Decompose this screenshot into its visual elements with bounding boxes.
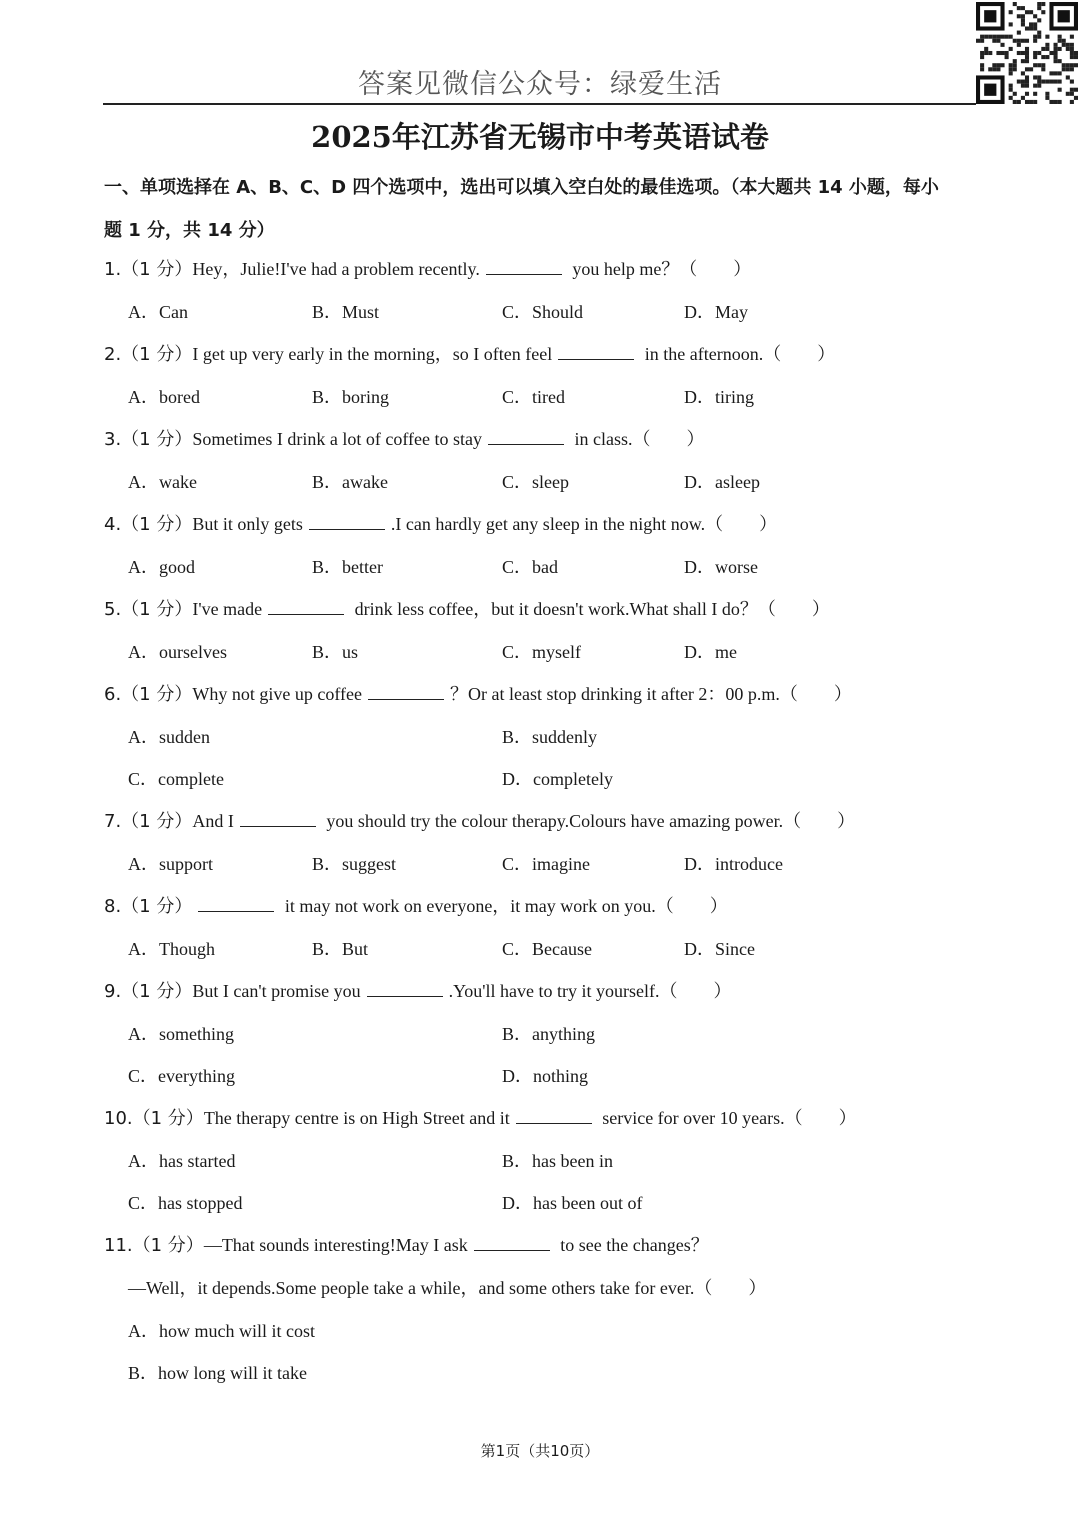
question-10: 10.（1 分）The therapy centre is on High Street and it service for over 10 years.（ ） (104, 1108, 857, 1129)
answer-blank (240, 810, 316, 827)
question-11: 11.（1 分）—That sounds interesting!May I ask to see the changes？ (104, 1235, 709, 1256)
option: A．good (128, 557, 195, 577)
question-8: 8.（1 分） it may not work on everyone，it may work on you.（ ） (104, 896, 728, 917)
option: A．has started (128, 1151, 236, 1171)
option: B．suggest (312, 854, 397, 874)
header-divider (103, 103, 976, 105)
answer-blank (198, 895, 274, 912)
option: A．sudden (128, 727, 210, 747)
option: D．completely (502, 769, 613, 789)
option: A．how much will it cost (128, 1321, 315, 1341)
option: D．has been out of (502, 1193, 643, 1213)
answer-blank (486, 258, 562, 275)
option: C．everything (128, 1066, 235, 1086)
option: B．suddenly (502, 727, 598, 747)
question-7: 7.（1 分）And I you should try the colour therapy.Colours have amazing power.（ ） (104, 811, 856, 832)
option: D．asleep (684, 472, 760, 492)
question-6: 6.（1 分）Why not give up coffee ？Or at least stop drinking it after 2：00 p.m.（ ） (104, 684, 852, 705)
option: D．introduce (684, 854, 783, 874)
option: C．bad (502, 557, 558, 577)
option: B．us (312, 642, 359, 662)
option: C．has stopped (128, 1193, 243, 1213)
option: C．myself (502, 642, 581, 662)
option: A．support (128, 854, 213, 874)
question-1: 1.（1 分）Hey，Julie!I've had a problem recently. you help me？（ ） (104, 259, 752, 280)
option: B．Must (312, 302, 380, 322)
answer-blank (367, 980, 443, 997)
question-4: 4.（1 分）But it only gets .I can hardly get any sleep in the night now.（ ） (104, 514, 778, 535)
option: C．Should (502, 302, 584, 322)
option: C．tired (502, 387, 565, 407)
option: C．sleep (502, 472, 569, 492)
option: B．better (312, 557, 383, 577)
section-heading-cont: 题 1 分，共 14 分） (104, 220, 275, 241)
option: A．Can (128, 302, 188, 322)
option: D．tiring (684, 387, 754, 407)
question-5: 5.（1 分）I've made drink less coffee，but it doesn't work.What shall I do？（ ） (104, 599, 830, 620)
answer-blank (558, 343, 634, 360)
option: B．awake (312, 472, 388, 492)
option: D．Since (684, 939, 755, 959)
option: A．Though (128, 939, 215, 959)
qr-code-icon (976, 2, 1078, 104)
option: D．me (684, 642, 737, 662)
page-number: 第1页（共10页） (480, 1442, 600, 1460)
option: B．boring (312, 387, 390, 407)
question-2: 2.（1 分）I get up very early in the morning，so I often feel in the afternoon.（ ） (104, 344, 836, 365)
option: B．But (312, 939, 369, 959)
section-heading: 一、单项选择在 A、B、C、D 四个选项中，选出可以填入空白处的最佳选项。（本大题共 14 小题，每小 (104, 177, 939, 198)
option: B．how long will it take (128, 1363, 307, 1383)
option: A．bored (128, 387, 200, 407)
answer-blank (368, 683, 444, 700)
option: C．imagine (502, 854, 590, 874)
answer-blank (516, 1107, 592, 1124)
question-9: 9.（1 分）But I can't promise you .You'll have to try it yourself.（ ） (104, 981, 732, 1002)
option: C．complete (128, 769, 224, 789)
option: A．wake (128, 472, 197, 492)
option: B．has been in (502, 1151, 613, 1171)
option: D．worse (684, 557, 758, 577)
answer-blank (309, 513, 385, 530)
option: D．May (684, 302, 748, 322)
answer-blank (488, 428, 564, 445)
question-3: 3.（1 分）Sometimes I drink a lot of coffee to stay in class.（ ） (104, 429, 705, 450)
header-watermark-text: 答案见微信公众号：绿爱生活 (358, 69, 722, 100)
question-11-line2: —Well，it depends.Some people take a while，and some others take for ever.（ ） (128, 1278, 767, 1298)
option: A．something (128, 1024, 234, 1044)
answer-blank (268, 598, 344, 615)
page-title: 2025年江苏省无锡市中考英语试卷 (311, 120, 769, 154)
answer-blank (474, 1234, 550, 1251)
option: B．anything (502, 1024, 595, 1044)
option: C．Because (502, 939, 592, 959)
option: D．nothing (502, 1066, 589, 1086)
option: A．ourselves (128, 642, 227, 662)
